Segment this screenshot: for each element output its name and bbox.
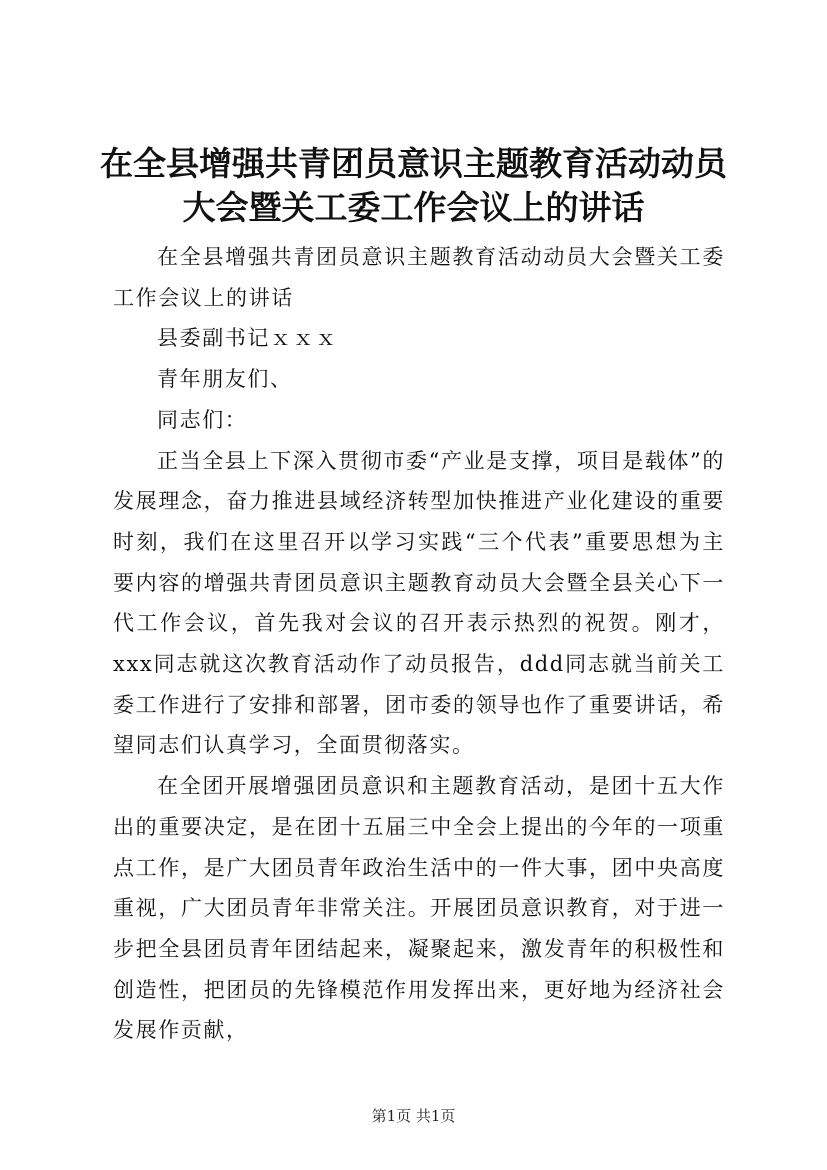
salutation-youth: 青年朋友们、 [157, 367, 293, 392]
body-paragraph-heading: 在全县增强共青团员意识主题教育活动动员大会暨关工委工作会议上的讲话 [113, 245, 725, 310]
speaker-line: 县委副书记ｘｘｘ [157, 326, 338, 351]
document-title: 在全县增强共青团员意识主题教育活动动员大会暨关工委工作会议上的讲话 [100, 144, 727, 227]
body-paragraph-2: 在全团开展增强团员意识和主题教育活动，是团十五大作出的重要决定，是在团十五届三中全会上提出的今年的一项重点工作，是广大团员青年政治生活中的一件大事，团中央高度重视，广大团员青年非常关注。开展团员意识教育，对于进一步把全县团员青年团结起来，凝聚起来，激发青年的积极性和创造性，把团员的先锋模范作用发挥出来，更好地为经济社会发展作贡献， [113, 774, 725, 1043]
page-footer: 第1页 共1页 [371, 1107, 456, 1125]
body-paragraph-1: 正当全县上下深入贯彻市委“产业是支撑，项目是载体”的发展理念，奋力推进县域经济转型加快推进产业化建设的重要时刻，我们在这里召开以学习实践“三个代表”重要思想为主要内容的增强共青团员意识主题教育动员大会暨全县关心下一代工作会议，首先我对会议的召开表示热烈的祝贺。刚才，xxx同志就这次教育活动作了动员报告，ddd同志就当前关工委工作进行了安排和部署，团市委的领导也作了重要讲话，希望同志们认真学习，全面贯彻落实。 [113, 448, 725, 758]
document-body [113, 237, 725, 1051]
salutation-comrades: 同志们： [157, 407, 248, 432]
